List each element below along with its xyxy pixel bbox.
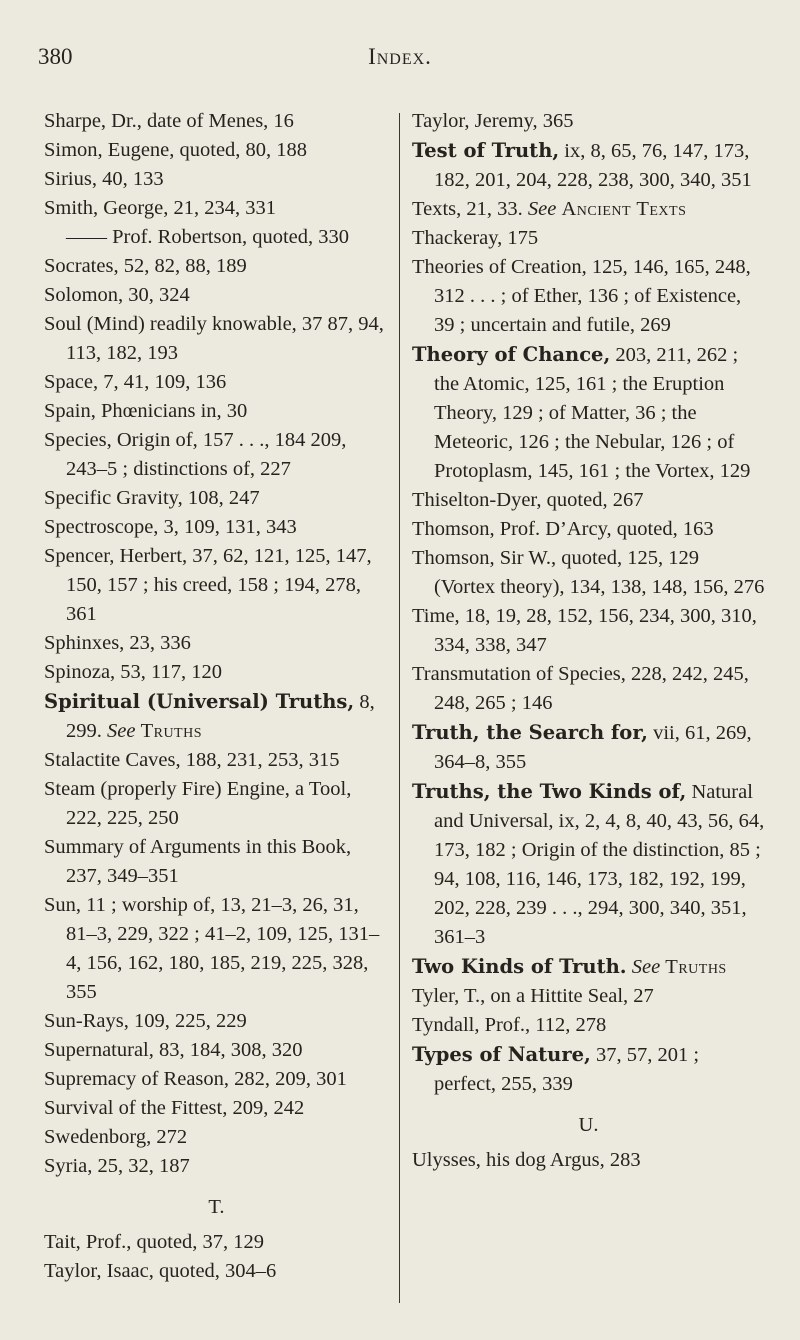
entry-text: Tyler, T., on a Hittite Seal, 27 [412, 985, 654, 1007]
entry-text: Thackeray, 175 [412, 227, 539, 249]
entry-text: Simon, Eugene, quoted, 80, 188 [44, 139, 308, 161]
entry-text: T. [208, 1196, 225, 1218]
entry-text: Sirius, 40, 133 [44, 168, 164, 190]
entry-heading: Spiritual (Universal) Truths, [44, 690, 355, 713]
entry-text: Survival of the Fittest, 209, 242 [44, 1097, 305, 1119]
index-entry [44, 397, 389, 426]
see-reference: See [107, 720, 136, 742]
entry-heading: Truth, the Search for, [412, 721, 648, 744]
entry-text: Space, 7, 41, 109, 136 [44, 371, 227, 393]
index-entry [44, 891, 389, 1007]
index-entry [412, 602, 765, 660]
index-entry [412, 1146, 765, 1175]
entry-text: Summary of Arguments in this Book, 237, 349–351 [44, 836, 352, 887]
index-entry [44, 310, 389, 368]
entry-text: Sun-Rays, 109, 225, 229 [44, 1010, 247, 1032]
entry-text: Sun, 11 ; worship of, 13, 21–3, 26, 31, 81–3, 229, 322 ; 41–2, 109, 125, 131–4, 156, 162, 180, 185, 219, 225, 328, 355 [44, 894, 380, 1003]
entry-text: Species, Origin of, 157 . . ., 184 209, 243–5 ; distinctions of, 227 [44, 429, 347, 480]
index-entry [44, 1123, 389, 1152]
index-entry [44, 368, 389, 397]
entry-text: 37, 57, 201 ; perfect, 255, 339 [434, 1044, 700, 1095]
index-entry [44, 107, 389, 136]
entry-text: Stalactite Caves, 188, 231, 253, 315 [44, 749, 340, 771]
entry-heading: Test of Truth, [412, 139, 560, 162]
entry-heading: Truths, the Two Kinds of, [412, 780, 687, 803]
index-entry [412, 952, 765, 982]
entry-text: Spain, Phœnicians in, 30 [44, 400, 248, 422]
entry-text: Natural and Universal, ix, 2, 4, 8, 40, 43, 56, 64, 173, 182 ; Origin of the distinction, 85 ; 94, 108, 116, 146, 173, 182, 192, 199, 202, 228, 239 . . ., 294, 300, 340, 351, 361–3 [434, 781, 765, 948]
entry-text: Thomson, Prof. D’Arcy, quoted, 163 [412, 518, 714, 540]
entry-text: Soul (Mind) readily knowable, 37 87, 94, 113, 182, 193 [44, 313, 384, 364]
page-title: Index. [368, 44, 432, 69]
entry-text: Spinoza, 53, 117, 120 [44, 661, 223, 683]
index-entry [412, 515, 765, 544]
entry-text: Supremacy of Reason, 282, 209, 301 [44, 1068, 347, 1090]
index-entry [44, 194, 389, 223]
entry-text: Sharpe, Dr., date of Menes, 16 [44, 110, 294, 132]
entry-text: Taylor, Isaac, quoted, 304–6 [44, 1260, 277, 1282]
entry-text: Time, 18, 19, 28, 152, 156, 234, 300, 310, 334, 338, 347 [412, 605, 757, 656]
entry-text: Taylor, Jeremy, 365 [412, 110, 574, 132]
entry-text: Syria, 25, 32, 187 [44, 1155, 190, 1177]
index-entry [412, 224, 765, 253]
entry-text: Spectroscope, 3, 109, 131, 343 [44, 516, 297, 538]
entry-text: Sphinxes, 23, 336 [44, 632, 191, 654]
index-entry [44, 629, 389, 658]
entry-text: Texts, 21, 33. [412, 198, 528, 220]
entry-text: U. [578, 1114, 599, 1136]
entry-text: —— Prof. Robertson, quoted, 330 [66, 226, 349, 248]
page-number: 380 [38, 44, 73, 69]
entry-text: Specific Gravity, 108, 247 [44, 487, 260, 509]
index-entry [412, 982, 765, 1011]
entry-text: 203, 211, 262 ; the Atomic, 125, 161 ; the Eruption Theory, 129 ; of Matter, 36 ; the Meteoric, 126 ; the Nebular, 126 ; of Protoplasm, 145, 161 ; the Vortex, 129 [434, 344, 751, 482]
entry-text: Socrates, 52, 82, 88, 189 [44, 255, 247, 277]
cross-reference: Ancient Texts [561, 198, 687, 220]
entry-text: Thomson, Sir W., quoted, 125, 129 (Vortex theory), 134, 138, 148, 156, 276 [412, 547, 765, 598]
cross-reference: Truths [140, 720, 202, 742]
index-entry [44, 136, 389, 165]
entry-heading: Two Kinds of Truth. [412, 955, 627, 978]
index-entry [44, 223, 389, 252]
index-entry [44, 687, 389, 746]
index-entry [412, 1040, 765, 1099]
index-entry [44, 1065, 389, 1094]
index-entry [412, 486, 765, 515]
entry-text: vii, 61, 269, 364–8, 355 [434, 722, 752, 773]
entry-text: Thiselton-Dyer, quoted, 267 [412, 489, 644, 511]
index-entry [44, 252, 389, 281]
section-letter [44, 1193, 389, 1222]
index-entry [44, 775, 389, 833]
entry-text: Transmutation of Species, 228, 242, 245, 248, 265 ; 146 [412, 663, 749, 714]
index-entry [412, 718, 765, 777]
entry-heading: Types of Nature, [412, 1043, 591, 1066]
entry-text: ix, 8, 65, 76, 147, 173, 182, 201, 204, 228, 238, 300, 340, 351 [434, 140, 752, 191]
entry-text: Theories of Creation, 125, 146, 165, 248, 312 . . . ; of Ether, 136 ; of Existence, 39 ; uncertain and futile, 269 [412, 256, 751, 336]
index-entry [44, 1036, 389, 1065]
index-entry [44, 658, 389, 687]
index-entry [412, 544, 765, 602]
index-entry [412, 253, 765, 340]
index-entry [44, 426, 389, 484]
index-entry [44, 833, 389, 891]
cross-reference: Truths [665, 956, 727, 978]
index-entry [412, 340, 765, 486]
index-entry [44, 165, 389, 194]
entry-text: Spencer, Herbert, 37, 62, 121, 125, 147, 150, 157 ; his creed, 158 ; 194, 278, 361 [44, 545, 372, 625]
index-entry [44, 1094, 389, 1123]
index-entry [44, 1152, 389, 1181]
index-entry [44, 1257, 389, 1286]
section-letter [412, 1111, 765, 1140]
index-column-left [44, 107, 389, 1286]
index-column-right [412, 107, 765, 1175]
entry-text: Smith, George, 21, 234, 331 [44, 197, 276, 219]
entry-text: 8, 299. [66, 691, 375, 742]
index-entry [412, 1011, 765, 1040]
index-entry [44, 542, 389, 629]
entry-text: Supernatural, 83, 184, 308, 320 [44, 1039, 303, 1061]
entry-heading: Theory of Chance, [412, 343, 611, 366]
index-entry [44, 746, 389, 775]
index-entry [412, 195, 765, 224]
entry-text: Steam (properly Fire) Engine, a Tool, 222, 225, 250 [44, 778, 352, 829]
see-reference: See [527, 198, 557, 220]
index-entry [44, 1228, 389, 1257]
entry-text: Tait, Prof., quoted, 37, 129 [44, 1231, 265, 1253]
entry-text: Swedenborg, 272 [44, 1126, 188, 1148]
index-entry [412, 107, 765, 136]
index-entry [44, 1007, 389, 1036]
index-entry [412, 660, 765, 718]
index-entry [412, 136, 765, 195]
entry-text: Solomon, 30, 324 [44, 284, 190, 306]
index-entry [44, 281, 389, 310]
see-reference: See [631, 956, 661, 978]
index-entry [44, 513, 389, 542]
index-entry [412, 777, 765, 952]
index-entry [44, 484, 389, 513]
entry-text: Tyndall, Prof., 112, 278 [412, 1014, 607, 1036]
column-divider [399, 113, 400, 1303]
entry-text: Ulysses, his dog Argus, 283 [412, 1149, 641, 1171]
